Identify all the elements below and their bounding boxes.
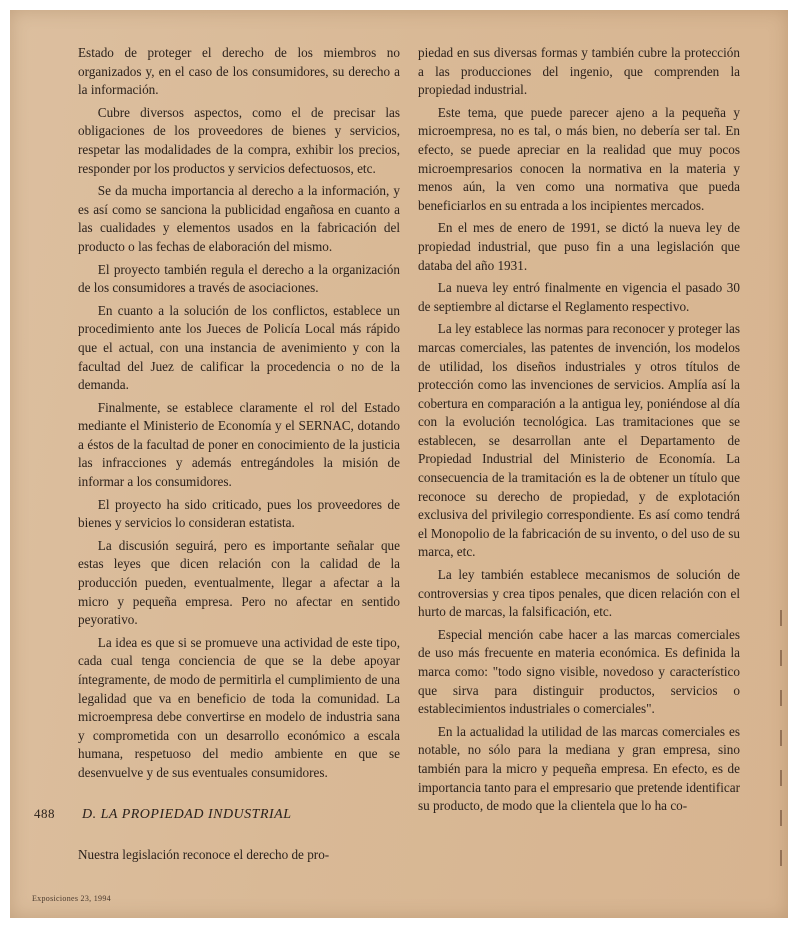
paragraph: Este tema, que puede parecer ajeno a la pequeña y microempresa, no es tal, o más bien, no debería ser tal. En efecto, se puede apreciar en la realidad que muy pocos microempresarios conocen la normativa en la materia y menos aún, la ven como una normativa que pueda beneficiarlos en su entrada a los incipientes mercados. bbox=[418, 104, 740, 213]
document-page bbox=[10, 10, 788, 918]
paragraph: Se da mucha importancia al derecho a la información, y es así como se sanciona la publicidad engañosa en cuanto a las cualidades y elementos usados en la fabricación del producto o las fechas de elaboración del mismo. bbox=[78, 183, 400, 254]
footer-citation: Exposiciones 23, 1994 bbox=[32, 894, 111, 903]
paragraph: La ley establece las normas para reconocer y proteger las marcas comerciales, las patentes de invención, los modelos de utilidad, los diseños industriales y otros títulos de protección como las invenciones de servicios. Amplía así la cobertura en comparación a la antigua ley, poniéndose al día con la evolución tecnológica. Las tramitaciones que se establecen, se desarrollan ante el Departamento de Propiedad Industrial del Ministerio de Economía. La consecuencia de la tramitación es la de obtener un título que reconoce su derecho de propiedad, y de explotación exclusiva del privilegio correspondiente. Es así como tendrá el Monopolio de la fabricación de su invento, o del uso de su marca, etc. bbox=[418, 321, 740, 560]
paragraph: La discusión seguirá, pero es importante señalar que estas leyes que dicen relación con la calidad de la producción pueden, eventualmente, llegar a afectar a la micro y pequeña empresa. Pero no afectar en sentido peyorativo. bbox=[78, 537, 400, 628]
paragraph: En el mes de enero de 1991, se dictó la nueva ley de propiedad industrial, que puso fin a una legislación que databa del año 1931. bbox=[418, 220, 740, 273]
paragraph: La ley también establece mecanismos de solución de controversias y crea tipos penales, que dicen relación con el hurto de marcas, la falsificación, etc. bbox=[418, 567, 740, 620]
paragraph: Cubre diversos aspectos, como el de precisar las obligaciones de los proveedores de bienes y servicios, respetar las modalidades de la compra, exhibir los precios, responder por los productos y servicios defectuosos, etc. bbox=[78, 104, 400, 176]
paragraph: Nuestra legislación reconoce el derecho de pro- bbox=[78, 847, 330, 862]
binding-edge-marks bbox=[774, 610, 782, 910]
left-column bbox=[78, 44, 400, 787]
paragraph: Estado de proteger el derecho de los miembros no organizados y, en el caso de los consumidores, su derecho a la información. bbox=[78, 45, 400, 98]
paragraph: El proyecto también regula el derecho a la organización de los consumidores a través de asociaciones. bbox=[78, 261, 400, 296]
page-number: 488 bbox=[34, 806, 55, 821]
paragraph: Finalmente, se establece claramente el rol del Estado mediante el Ministerio de Economía y el SERNAC, dotando a éstos de la facultad de poner en conocimiento de la justicia las infracciones y además entregándoles la misión de informar a los consumidores. bbox=[78, 399, 400, 490]
paragraph: piedad en sus diversas formas y también cubre la protección a las producciones del ingenio, que comprenden la propiedad industrial. bbox=[418, 45, 740, 98]
section-heading-row bbox=[34, 806, 394, 823]
paragraph: La nueva ley entró finalmente en vigencia el pasado 30 de septiembre al dictarse el Reglamento respectivo. bbox=[418, 280, 740, 314]
paragraph: En cuanto a la solución de los conflictos, establece un procedimiento ante los Jueces de Policía Local más rápido que el actual, con una instancia de avenimiento y con la facultad del Juez de calificar la procedencia o no de la demanda. bbox=[78, 302, 400, 393]
section-heading: D. LA PROPIEDAD INDUSTRIAL bbox=[82, 807, 292, 822]
right-column bbox=[418, 44, 740, 820]
paragraph: Especial mención cabe hacer a las marcas comerciales de uso más frecuente en materia económica. Es definida la marca como: "todo signo visible, novedoso y característico que sirva para distinguir productos, servicios o establecimientos industriales o comerciales". bbox=[418, 626, 740, 717]
paragraph: En la actualidad la utilidad de las marcas comerciales es notable, no sólo para la mediana y gran empresa, sino también para la micro y pequeña empresa. En efecto, es de importancia tanto para el empresario que pretende identificar su producto, de modo que la clientela que lo ha co- bbox=[418, 723, 740, 814]
paragraph: La idea es que si se promueve una actividad de este tipo, cada cual tenga conciencia de que se la debe apoyar íntegramente, de modo de permitirla el cumplimiento de una legalidad que va en beneficio de toda la comunidad. La microempresa debe convertirse en modelo de industria sana y comprometida con un desarrollo económico a escala humana, respetuoso del medio ambiente en que se desenvuelve y de sus eventuales consumidores. bbox=[78, 634, 400, 780]
paragraph: El proyecto ha sido criticado, pues los proveedores de bienes y servicios lo consideran estatista. bbox=[78, 496, 400, 531]
